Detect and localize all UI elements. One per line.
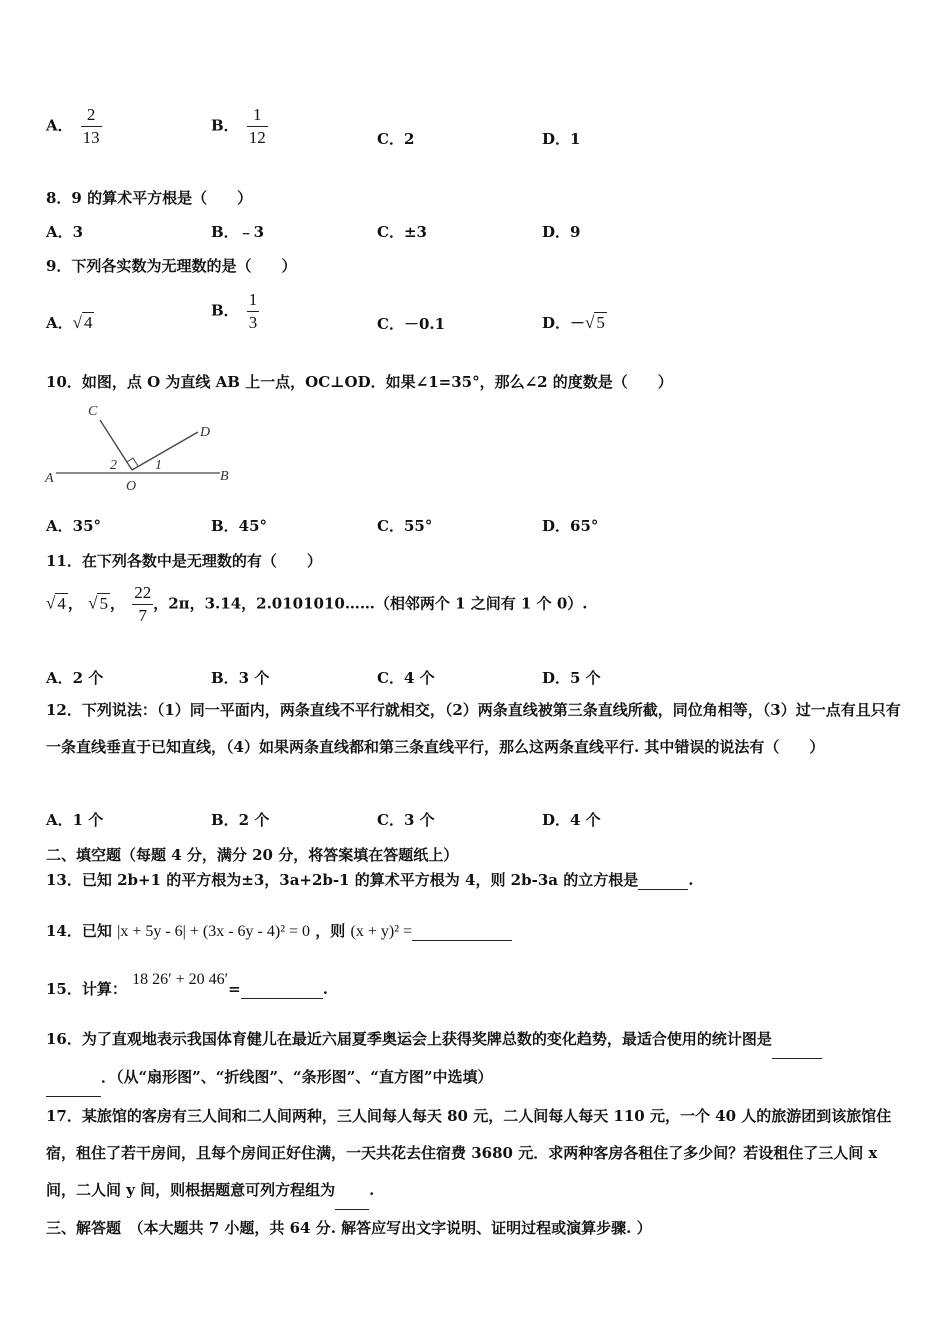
q9-option-b: B． $\frac{1}{3}$ [211,290,258,332]
q12-option-a: A．1 个 [46,811,104,829]
q10-option-b: B．45° [211,517,268,535]
q7-option-b: B． $\frac{1}{12}$ [211,105,266,147]
q11-numbers: √ 4 ， √ 5 ， $\frac{22}{7}$ ，2π，3.14，2.0101010……（相邻两个 1 之间有 1 个 0）. [46,583,588,625]
q9-option-c: C．－0.1 [377,315,446,333]
q11-fraction: $\frac{22}{7}$ [134,583,152,625]
q14-expression: |x + 5y - 6| + (3x - 6y - 4)² = 0 [117,923,311,940]
q17-answer-blank[interactable] [335,1172,369,1210]
section-3-heading: 三、解答题 （本大题共 7 小题，共 64 分. 解答应写出文字说明、证明过程或演算步骤. ） [46,1219,652,1237]
q11-option-b: B．3 个 [211,669,270,687]
q9-b-fraction: $\frac{1}{3}$ [248,290,258,332]
label-o: O [126,479,137,494]
q8-option-d: D．9 [542,223,581,241]
ray-od [132,432,198,470]
q10-option-a: A．35° [46,517,102,535]
q7-option-d: D．1 [542,130,581,148]
q10-option-d: D．65° [542,517,599,535]
q15-expression: 18 26′ + 20 46′ [132,971,229,988]
label-angle-1: 1 [155,458,162,473]
q10-figure [42,398,242,498]
q12-option-d: D．4 个 [542,811,601,829]
q11-stem: 11．在下列各数中是无理数的有（ ） [46,552,322,570]
q10-option-c: C．55° [377,517,433,535]
q15: 15．计算： 18 26′ + 20 46′= . [46,971,328,998]
q11-option-c: C．4 个 [377,669,435,687]
q10-stem: 10．如图，点 O 为直线 AB 上一点，OC⊥OD．如果∠1=35°，那么∠2 的度数是（ ） [46,373,673,391]
q16-answer-blank[interactable] [772,1021,822,1059]
q7-option-c: C．2 [377,130,415,148]
q7-option-a: A． $\frac{2}{13}$ [46,105,100,147]
q11-option-d: D．5 个 [542,669,601,687]
label-b: B [220,469,229,484]
q14: 14．已知 |x + 5y - 6| + (3x - 6y - 4)² = 0 ，则 (x + y)² = [46,920,512,941]
q11-option-a: A．2 个 [46,669,104,687]
q9-option-a: A．√ 4 [46,313,93,332]
q12-option-c: C．3 个 [377,811,435,829]
q13: 13．已知 2b+1 的平方根为±3，3a+2b-1 的算术平方根为 4，则 2b-3a 的立方根是 . [46,871,694,889]
q14-answer-blank[interactable] [412,922,512,941]
label-d: D [200,425,211,440]
q7-a-fraction: $\frac{2}{13}$ [82,105,100,147]
q16: 16．为了直观地表示我国体育健儿在最近六届夏季奥运会上获得奖牌总数的变化趋势，最适合使用的统计图是 ．（从“扇形图”、“折线图”、“条形图”、“直方图”中选填） [46,1021,906,1097]
q16-answer-blank-cont[interactable] [46,1059,101,1097]
q11-sqrt-4: √ 4 [46,593,66,613]
q9-a-sqrt: √ 4 [72,313,93,332]
q14-expression-2: (x + y)² = [350,923,413,940]
q8-stem: 8．9 的算术平方根是（ ） [46,189,253,207]
section-2-heading: 二、填空题（每题 4 分，满分 20 分，将答案填在答题纸上） [46,846,459,864]
label-angle-2: 2 [110,458,117,473]
q8-option-c: C．±3 [377,223,427,241]
q8-option-b: B．﹣3 [211,223,265,241]
q17: 17．某旅馆的客房有三人间和二人间两种，三人间每人每天 80 元，二人间每人每天 110 元，一个 40 人的旅游团到该旅馆住宿，租住了若干房间，且每个房间正好住满，一天共花去住宿费 3680 元．求两种客房各租住了多少间？若设租住了三人间 x 间，二人间 y 间，则根据题意可列方程组为 . [46,1098,906,1210]
q9-option-d: D．－√ 5 [542,313,605,332]
q15-answer-blank[interactable] [241,980,323,999]
q9-d-sqrt: √ 5 [585,313,605,332]
label-c: C [88,404,98,419]
q12-option-b: B．2 个 [211,811,270,829]
q7-b-fraction: $\frac{1}{12}$ [248,105,266,147]
q8-option-a: A．3 [46,223,84,241]
q9-stem: 9．下列各实数为无理数的是（ ） [46,257,297,275]
q13-answer-blank[interactable] [638,871,688,890]
q11-sqrt-5: √ 5 [88,593,108,613]
q12-stem: 12．下列说法：（1）同一平面内，两条直线不平行就相交，（2）两条直线被第三条直线所截，同位角相等，（3）过一点有且只有一条直线垂直于已知直线，（4）如果两条直线都和第三条直线平行，那么这两条直线平行. 其中错误的说法有（ ） [46,701,901,756]
label-a: A [45,471,54,486]
